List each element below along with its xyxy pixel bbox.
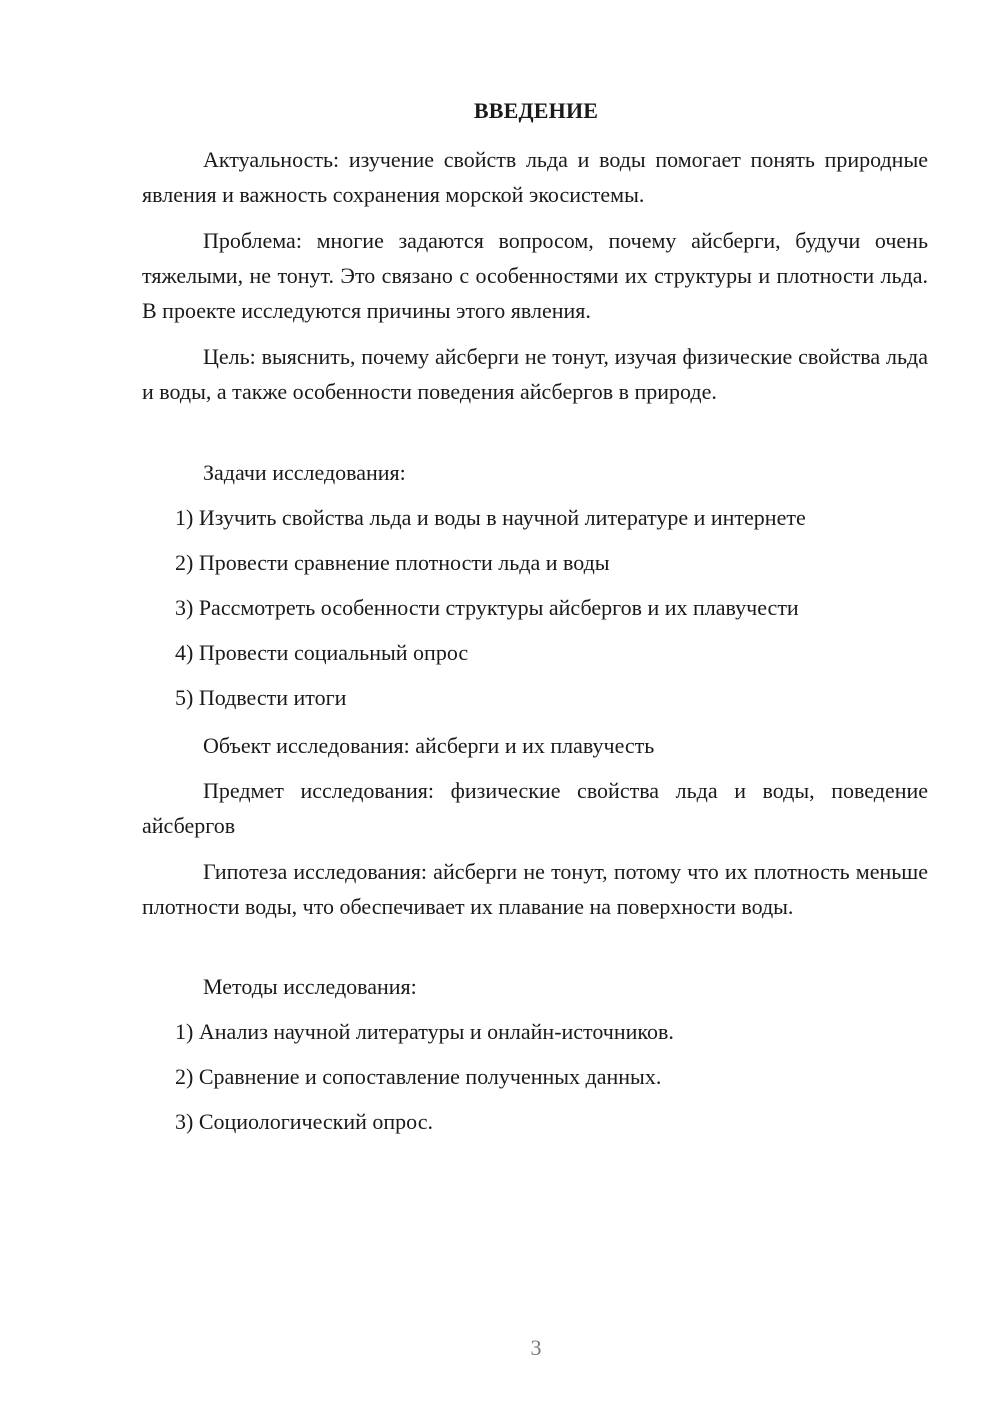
task-item: 1) Изучить свойства льда и воды в научной литературе и интернете <box>175 505 806 530</box>
hypothesis-paragraph: Гипотеза исследования: айсберги не тонут, потому что их плотность меньше плотности воды, что обеспечивает их плавание на поверхности воды. <box>142 859 928 919</box>
methods-heading: Методы исследования: <box>203 974 417 999</box>
task-item: 4) Провести социальный опрос <box>175 640 469 665</box>
goal-paragraph: Цель: выяснить, почему айсберги не тонут, изучая физические свойства льда и воды, а также особенности поведения айсбергов в природе. <box>142 344 928 404</box>
object-paragraph: Объект исследования: айсберги и их плавучесть <box>203 733 655 758</box>
relevance-paragraph: Актуальность: изучение свойств льда и воды помогает понять природные явления и важность сохранения морской экосистемы. <box>142 147 928 207</box>
page-number: 3 <box>530 1335 542 1360</box>
problem-paragraph: Проблема: многие задаются вопросом, почему айсберги, будучи очень тяжелыми, не тонут. Это связано с особенностями их структуры и плотности льда. В проекте исследуются причины этого явления. <box>142 228 928 323</box>
section-title: ВВЕДЕНИЕ <box>473 98 599 123</box>
task-item: 5) Подвести итоги <box>175 685 347 710</box>
method-item: 2) Сравнение и сопоставление полученных данных. <box>175 1064 662 1089</box>
tasks-heading: Задачи исследования: <box>203 460 406 485</box>
method-item: 3) Социологический опрос. <box>175 1109 433 1134</box>
subject-paragraph: Предмет исследования: физические свойства льда и воды, поведение айсбергов <box>142 778 928 838</box>
task-item: 2) Провести сравнение плотности льда и воды <box>175 550 610 575</box>
task-item: 3) Рассмотреть особенности структуры айсбергов и их плавучести <box>175 595 799 620</box>
method-item: 1) Анализ научной литературы и онлайн-источников. <box>175 1019 674 1044</box>
